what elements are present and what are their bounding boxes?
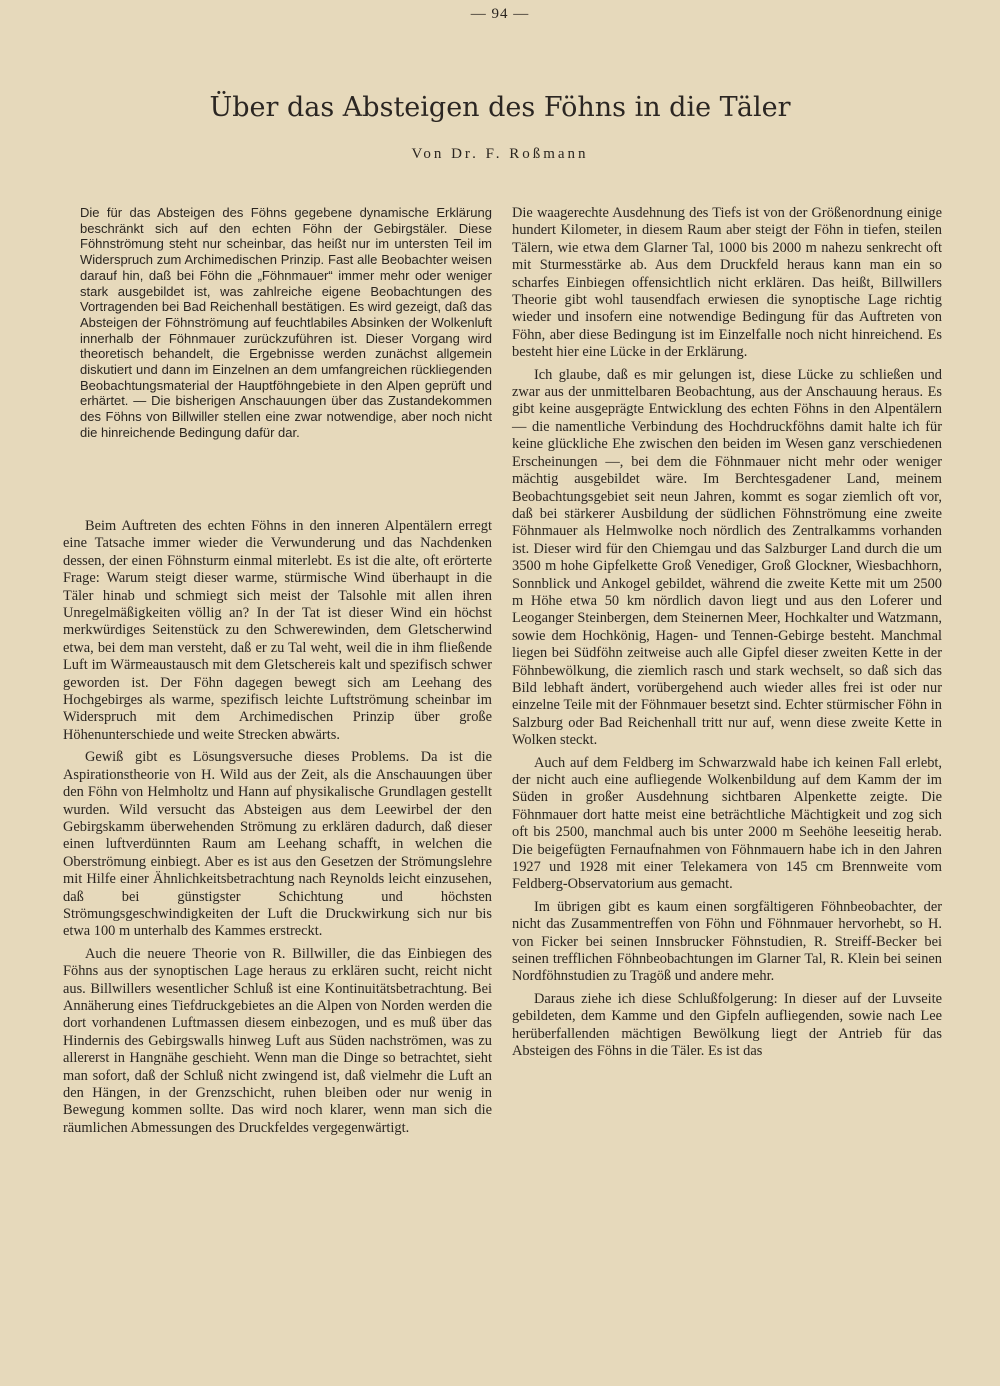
paragraph: Im übrigen gibt es kaum einen sorgfältigeren Föhnbeobachter, der nicht das Zusammentreffen von Föhn und Föhnmauer hervorhebt, so H. von Ficker bei seinen Innsbrucker Föhnstudien, R. Streiff-Becker bei seinen trefflichen Föhnbeobachtungen im Glarner Tal, R. Klein bei seinen Nordföhnstudien zu Tragöß und andere mehr. <box>512 898 942 985</box>
paragraph: Daraus ziehe ich diese Schlußfolgerung: In dieser auf der Luvseite gebildeten, dem Kamme und den Gipfeln aufliegenden, sowie nach Lee herüberfallenden mächtigen Bewölkung liegt der Antrieb für das Absteigen des Föhns in die Täler. Es ist das <box>512 990 942 1060</box>
abstract <box>80 205 492 441</box>
paragraph: Die waagerechte Ausdehnung des Tiefs ist von der Größenordnung einige hundert Kilometer, in diesem Raum aber steigt der Föhn in tiefen, steilen Tälern, wie etwa dem Glarner Tal, 1000 bis 2000 m nahezu senkrecht oft mit Sturmesstärke ab. Aus dem Druckfeld heraus kann man ein so scharfes Einbiegen offensichtlich nicht erklären. Das heißt, Billwillers Theorie gibt wohl tausendfach erwiesen die synoptische Lage richtig wieder und insofern eine notwendige Bedingung für das Auftreten von Föhn, aber diese Bedingung ist im Einzelfalle noch nicht hinreichend. Es besteht hier eine Lücke in der Erklärung. <box>512 205 942 361</box>
paragraph: Ich glaube, daß es mir gelungen ist, diese Lücke zu schließen und zwar aus der unmittelbaren Beobachtung, aus der Anschauung heraus. Es gibt keine ausgeprägte Entwicklung des echten Föhns in den Alpentälern — die namentliche Verbindung des Hochdruckföhns damit halte ich für keine glückliche Ehe zwischen den beiden im Wesen ganz verschiedenen Erscheinungen —, bei dem die Föhnmauer nicht mehr oder weniger mächtig ausgebildet wäre. Im Berchtesgadener Land, meinem Beobachtungsgebiet seit neun Jahren, kommt es sogar ziemlich oft vor, daß bei stärkerer Ausbildung der südlichen Föhnströmung eine zweite Föhnmauer als Helmwolke noch nördlich des Zentralkamms vorhanden ist. Dieser wird für den Chiemgau und das Salzburger Land durch die um 3500 m hohe Gipfelkette Groß Venediger, Groß Glockner, Wiesbachhorn, Sonnblick und Ankogel gebildet, während die zweite Kette mit um 2500 m Höhe etwa 50 km nördlich davon liegt und aus den Loferer und Leoganger Steinbergen, dem Steinernen Meer, Hochkalter und Watzmann, sowie dem Hochkönig, Hagen- und Tennen-Gebirge besteht. Manchmal liegen bei Südföhn zeitweise auch alle Gipfel dieser zweiten Kette in der Föhnbewölkung, die ziemlich rasch und stark wechselt, so daß sich das Bild lebhaft ändert, vorübergehend auch wieder alles frei ist oder nur einzelne Teile mit der Föhnmauer besetzt sind. Echter stürmischer Föhn in Salzburg oder Bad Reichenhall tritt nur auf, wenn diese zweite Kette in Wolken steckt. <box>512 366 942 749</box>
paragraph: Auch auf dem Feldberg im Schwarzwald habe ich keinen Fall erlebt, der nicht auch eine aufliegende Wolkenbildung auf dem Kamm der im Süden in großer Ausdehnung sichtbaren Alpenkette zeigte. Die Föhnmauer dort hatte meist eine beträchtliche Mächtigkeit und zog sich oft bis 2500, manchmal auch bis unter 2000 m Seehöhe leeseitig herab. Die beigefügten Fernaufnahmen von Föhnmauern habe ich in den Jahren 1927 und 1928 mit einer Telekamera von 145 cm Brennweite vom Feldberg-Observatorium aus gemacht. <box>512 754 942 893</box>
article-title: Über das Absteigen des Föhns in die Täler <box>209 92 791 123</box>
paragraph: Auch die neuere Theorie von R. Billwiller, die das Einbiegen des Föhns aus der synoptischen Lage heraus zu erklären sucht, reicht nicht aus. Billwillers wesentlicher Schluß ist eine Kontinuitätsbetrachtung. Bei Annäherung eines Tiefdruckgebietes an die Alpen von Norden werden die dort vorhandenen Luftmassen diesem einbezogen, und es muß über das Hindernis des Gebirgswalls hinweg Luft aus Süden nachströmen, was zu allererst in Hangnähe geschieht. Wenn man die Dinge so betrachtet, sieht man sofort, daß der Schluß nicht zwingend ist, daß vielmehr die Luft an den Hängen, in der Grenzschicht, ruhen bleiben oder nur wenig in Bewegung kommen sollte. Das wird noch klarer, wenn man sich die räumlichen Abmessungen des Druckfeldes vergegenwärtigt. <box>63 945 492 1136</box>
left-column-body <box>63 518 492 1142</box>
paragraph: Gewiß gibt es Lösungsversuche dieses Problems. Da ist die Aspirationstheorie von H. Wild aus der Zeit, als die Anschauungen über den Föhn von Helmholtz und Hann auf physikalische Grundlagen gestellt wurden. Wild versucht das Absteigen aus dem Leewirbel der den Gebirgskamm überwehenden Strömung zu erklären dadurch, daß dieser einen luftverdünnten Raum am Leehang schafft, in welchen die Oberströmung einbiegt. Aber es ist aus den Gesetzen der Strömungslehre mit Hilfe einer Ähnlichkeitsbetrachtung nach Reynolds leicht einzusehen, daß bei günstigster Schichtung und höchsten Strömungsgeschwindigkeiten der Luft die Druckwirkung sich nur bis etwa 100 m unterhalb des Kammes erstreckt. <box>63 749 492 940</box>
paragraph: Beim Auftreten des echten Föhns in den inneren Alpentälern erregt eine Tatsache immer wieder die Verwunderung und das Nachdenken dessen, der einen Föhnsturm einmal miterlebt. Es ist die alte, oft erörterte Frage: Warum steigt dieser warme, stürmische Wind überhaupt in die Täler hinab und schmiegt sich meist der Talsohle mit allen ihren Unregelmäßigkeiten völlig an? In der Tat ist dieser Wind ein höchst merkwürdiges Seitenstück zu den Schwerewinden, dem Gletscherwind etwa, bei dem man versteht, daß er zu Tal weht, weil die in ihm fließende Luft im Wärmeaustausch mit dem Gletschereis kalt und spezifisch schwer geworden ist. Der Föhn dagegen bewegt sich am Leehang des Hochgebirges als warme, spezifisch leichte Luftströmung scheinbar im Widerspruch mit dem Archimedischen Prinzip über große Höhenunterschiede und weite Strecken abwärts. <box>63 518 492 743</box>
page-number: — 94 — <box>470 6 530 22</box>
right-column-body <box>512 205 942 1066</box>
abstract-text: Die für das Absteigen des Föhns gegebene dynamische Erklärung beschränkt sich auf den echten Föhn der Gebirgstäler. Diese Föhnströmung steht nur scheinbar, das heißt nur im untersten Teil im Widerspruch zum Archimedischen Prinzip. Fast alle Beobachter weisen darauf hin, daß bei Föhn die „Föhnmauer“ immer mehr oder weniger stark ausgebildet ist, was zahlreiche eigene Beobachtungen des Vortragenden bei Bad Reichenhall bestätigen. Es wird gezeigt, daß das Absteigen der Föhnströmung auf feuchtlabiles Absinken der Wolkenluft innerhalb der Föhnmauer zurückzuführen ist. Dieser Vorgang wird theoretisch behandelt, die Ergebnisse werden zunächst allgemein diskutiert und dann im Einzelnen an dem umfangreichen rückliegenden Beobachtungsmaterial der Hauptföhngebiete in den Alpen geprüft und erhärtet. — Die bisherigen Anschauungen über das Zustandekommen des Föhns von Billwiller stellen eine zwar notwendige, aber noch nicht die hinreichende Bedingung dafür dar. <box>80 205 492 440</box>
author-byline: Von Dr. F. Roßmann <box>411 146 589 162</box>
